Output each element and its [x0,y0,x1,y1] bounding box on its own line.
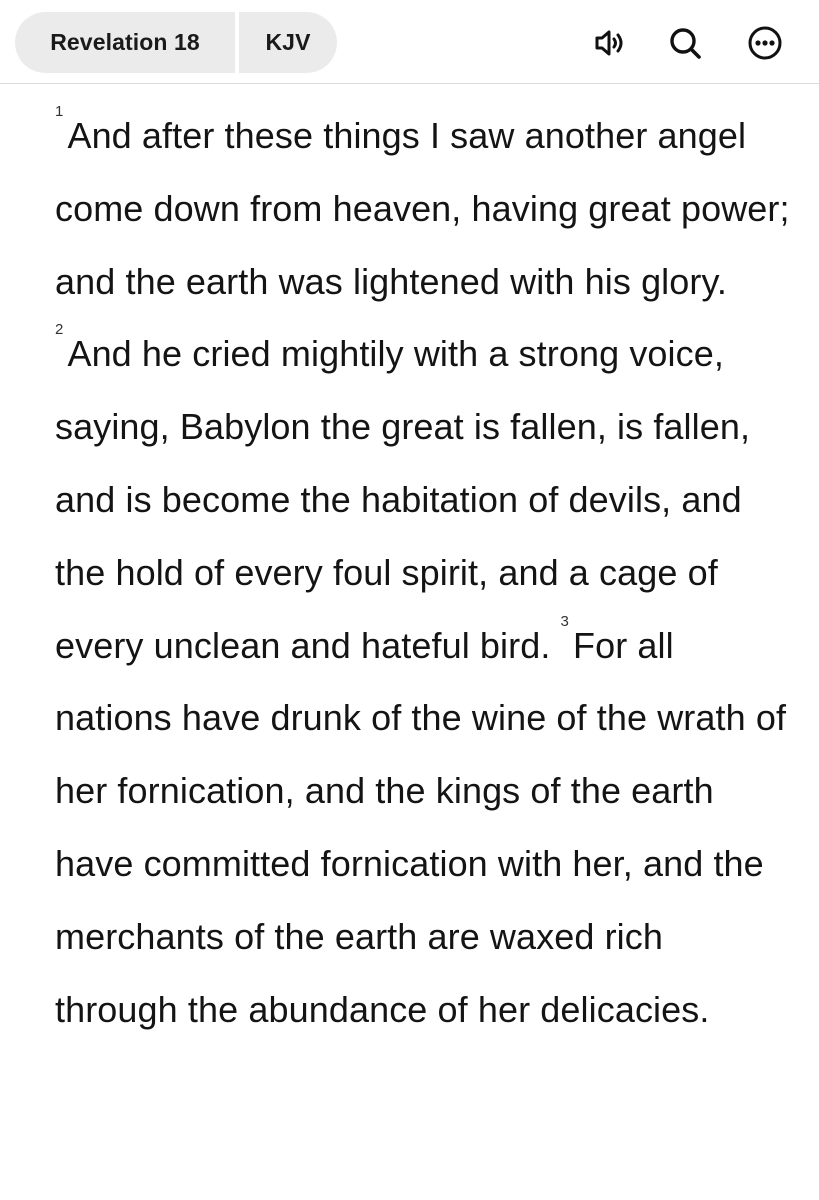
verse-text: For all nations have drunk of the wine of the wrath of her fornication, and the kings of the earth have committed fornication with her, and the merchants of the earth are waxed rich through the abundance of her delicacies. [55,624,787,1030]
verse-text: And after these things I saw another angel come down from heaven, having great power; and the earth was lightened with his glory. [55,115,790,302]
verse-number: 1 [55,103,64,120]
verse-3[interactable] [55,612,787,1030]
verse-number: 3 [560,612,569,630]
chapter-text [55,100,795,1046]
search-icon [665,23,705,63]
verse-1[interactable] [55,103,790,302]
audio-button[interactable] [588,22,630,64]
reader-header [0,0,819,84]
speaker-icon [589,23,629,63]
version-button[interactable]: KJV [239,12,337,73]
more-icon [745,23,785,63]
verse-number: 2 [55,321,64,339]
book-chapter-button[interactable]: Revelation 18 [15,12,235,73]
search-button[interactable] [664,22,706,64]
more-button[interactable] [744,22,786,64]
verse-2[interactable] [55,321,751,666]
verse-text: And he cried mightily with a strong voice, saying, Babylon the great is fallen, is fallen, and is become the habitation of devils, and the hold of every foul spirit, and a cage of every unclean and hateful bird. [55,333,751,666]
